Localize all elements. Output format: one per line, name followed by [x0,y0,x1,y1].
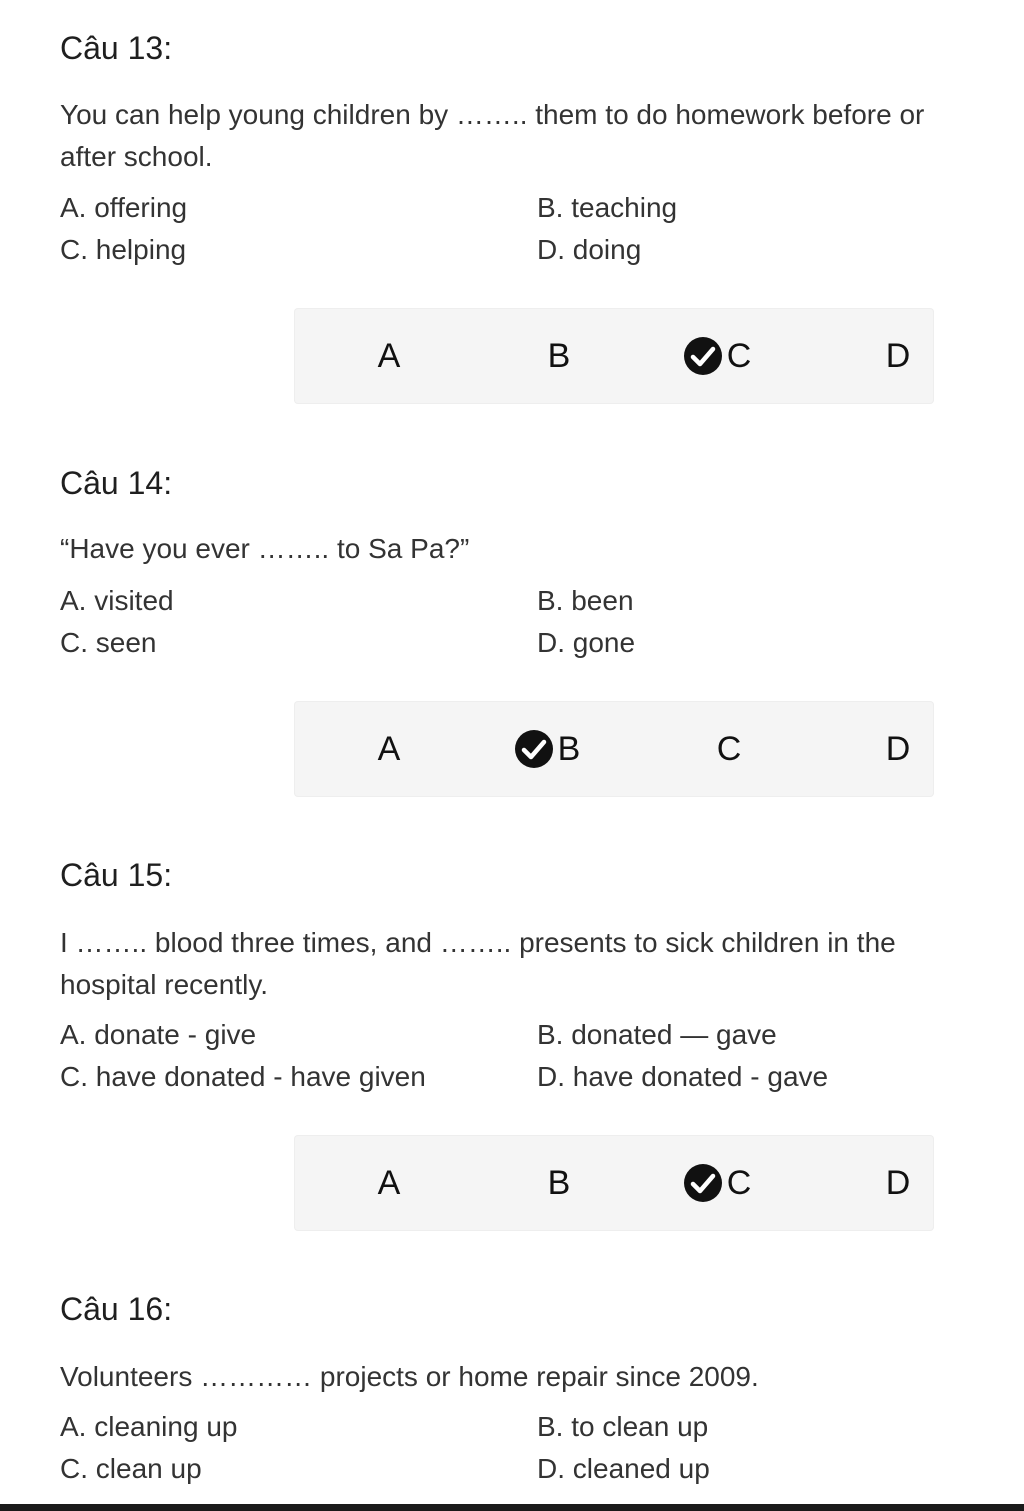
answer-letter: B [557,730,581,768]
answer-choice-a[interactable] [349,701,429,797]
question-14-text: “Have you ever …….. to Sa Pa?” [60,533,470,564]
answer-choice-c[interactable] [689,1135,769,1231]
answer-letter: B [547,1164,571,1202]
answer-choice-b[interactable] [519,1135,599,1231]
question-13-option-d: D. doing [537,234,642,265]
answer-choice-c[interactable] [689,308,769,404]
question-15-option-c: C. have donated - have given [60,1061,426,1092]
question-15-title: Câu 15: [60,857,173,893]
check-circle-icon [514,729,554,769]
question-16-text: Volunteers ………… projects or home repair since 2009. [60,1361,759,1392]
answer-choice-b[interactable] [519,308,599,404]
question-13-option-a: A. offering [60,192,188,223]
answer-letter: C [726,337,752,375]
answer-letter: D [885,1164,911,1202]
check-circle-icon [683,1163,723,1203]
answer-letter: D [885,730,911,768]
question-14-option-d: D. gone [537,627,636,658]
answer-letter: A [377,730,401,768]
answer-choice-a[interactable] [349,308,429,404]
answer-letter: A [377,1164,401,1202]
answer-letter: C [726,1164,752,1202]
answer-choice-a[interactable] [349,1135,429,1231]
bottom-divider [0,1504,1024,1511]
answer-choice-d[interactable] [858,308,938,404]
answer-letter: A [377,337,401,375]
answer-choice-d[interactable] [858,701,938,797]
question-13-text: You can help young children by …….. them to do homework before or after school. [60,99,925,172]
question-16-title: Câu 16: [60,1291,173,1327]
answer-letter: B [547,337,571,375]
question-15-text: I …….. blood three times, and …….. presents to sick children in the hospital recently. [60,927,896,1000]
question-15-option-b: B. donated — gave [537,1019,777,1050]
answer-choice-b[interactable] [519,701,599,797]
answer-letter: C [716,730,742,768]
question-13-option-c: C. helping [60,234,187,265]
answer-letter: D [885,337,911,375]
question-13-title: Câu 13: [60,30,173,66]
question-15-option-d: D. have donated - gave [537,1061,829,1092]
answer-choice-c[interactable] [689,701,769,797]
question-13-answer-bar [294,308,934,404]
question-14-option-c: C. seen [60,627,157,658]
check-circle-icon [683,336,723,376]
question-13-option-b: B. teaching [537,192,678,223]
question-15-answer-bar [294,1135,934,1231]
question-16-option-d: D. cleaned up [537,1453,710,1484]
question-14-answer-bar [294,701,934,797]
question-14-option-a: A. visited [60,585,174,616]
question-14-title: Câu 14: [60,465,173,501]
question-16-option-b: B. to clean up [537,1411,709,1442]
question-14-option-b: B. been [537,585,634,616]
question-15-option-a: A. donate - give [60,1019,257,1050]
question-16-option-c: C. clean up [60,1453,202,1484]
question-16-option-a: A. cleaning up [60,1411,238,1442]
answer-choice-d[interactable] [858,1135,938,1231]
